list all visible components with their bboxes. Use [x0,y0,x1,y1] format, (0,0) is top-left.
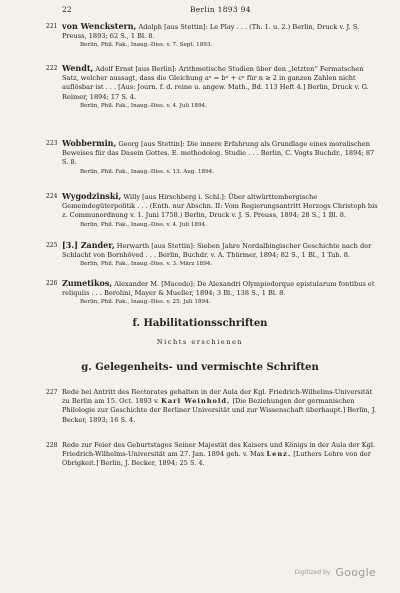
entry-text: Adolph [aus Stettin]: Le Play . . . (Th. 1. u. 2.) Berlin, Druck v. J. S. Preuss, 1893; 62 S., 1 Bl. 8. [62,23,360,41]
author-name: Zumetikos, [62,278,113,288]
digitized-watermark [295,562,376,581]
entry-225 [46,240,380,268]
section-f-none: Nichts erschienen [156,338,244,346]
author-name: Wendt, [62,63,94,73]
author-name: Wygodzinski, [62,191,122,201]
entry-number: 221 [46,23,58,30]
entry-note: Berlin, Phil. Fak., Inaug.-Diss. v. 4. Juli 1894. [80,102,207,109]
entry-text: Rede bei Antritt des Rectorates gehalten in der Aula der Kgl. Friedrich-Wilhelms-Universität zu Berlin am 15. Oct. 1893 v. [62,388,373,406]
entry-228 [46,441,380,469]
entry-223 [46,138,380,176]
entry-note: Berlin, Phil. Fak., Inaug.-Diss. v. 25. Juli 1894. [80,299,211,306]
entry-221 [46,21,380,49]
running-head: Berlin 1893 94 [190,5,251,14]
section-g-title: g. Gelegenheits- und vermischte Schriften [81,362,319,373]
entry-note: Berlin, Phil. Fak., Inaug.-Diss. v. 13. Aug. 1894. [80,168,214,175]
entry-text: Willy [aus Hirschberg i. Schl.]: Über altwürttembergische Gemeindegüterpolitik . . . (Enth. nur Abschn. II: Vom Regierungsantritt Herzogs Christoph bis z. Communordnung v. 1. Juni 1758.) Berlin, Druck v. J. S. Preuss, 1894; 28 S., 1 Bl. 8. [62,193,378,220]
entry-note: Berlin, Phil. Fak., Inaug.-Diss. v. 7. Sept. 1893. [80,42,213,49]
entry-222 [46,63,380,110]
entry-number: 225 [46,242,58,249]
entry-note: Berlin, Phil. Fak., Inaug.-Diss. v. 3. März 1894. [80,261,213,268]
watermark-prefix: Digitized by [294,569,331,576]
entry-number: 227 [46,389,58,396]
entry-number: 228 [46,442,58,449]
author-name: Wobbermin, [62,138,117,148]
entry-number: 226 [46,280,58,287]
entry-text: Herwarth [aus Stettin]: Sieben Jahre Nordalbingischer Geschichte nach der Schlacht von Bornhöved . . . Berlin, Buchdr. v. A. Thürmer, 1894; 82 S., 1 Bl., 1 Tab. 8. [62,242,372,260]
entry-text: Alexander M. [Macedo]: De Alexandri Olympiodorque epistularum fontibus et reliquiis . . . Berolini, Mayer & Mueller, 1894; 3 Bl., 138 S., 1 Bl. 8. [62,280,375,298]
entry-number: 223 [46,140,58,147]
entry-226 [46,278,380,306]
entry-number: 224 [46,193,58,200]
entry-text: [Die Beziehungen der germanischen Philologie zur Geschichte der Berliner Universität und zur Wissenschaft überhaupt.] Berlin, J. Becker, 1893; 16 S. 4. [62,397,377,424]
person-name: Lenz. [266,450,292,459]
entry-note: Berlin, Phil. Fak., Inaug.-Diss. v. 4. Juli 1894. [80,221,207,228]
person-name: Karl Weinhold. [161,397,231,406]
entry-text: Georg [aus Stettin]: Die innere Erfahrung als Grundlage eines moralischen Beweises für das Dasein Gottes. E. methodolog. Studie . . . Berlin, C. Vogts Buchdr., 1894; 87 S. 8. [62,140,375,167]
author-name: von Wenckstern, [62,21,137,31]
page-number: 22 [62,5,72,14]
entry-text: Rede zur Feier des Geburtstages Seiner Majestät des Kaisers und Königs in der Aula der Kgl. Friedrich-Wilhelms-Universität am 27. Jan. 1894 geh. v. Max [62,441,376,459]
author-name: [3.] Zander, [62,240,115,250]
entry-227 [46,388,380,425]
google-logo: Google [335,566,376,579]
entry-number: 222 [46,65,58,72]
entry-text: [Luthers Lehre von der Obrigkeit.] Berlin, J. Becker, 1894; 25 S. 4. [62,450,371,468]
entry-text: Adolf Ernst [aus Berlin]: Arithmetische Studien über den „letzten“ Fermatschen Satz, welcher aussagt, dass die Gleichung aⁿ = bⁿ + cⁿ für n ≥ 2 in ganzen Zahlen nicht auflösbar ist . . . [Aus: Journ. f. d. reine u. angew. Math., Bd. 113 Heft 4.] Berlin, Druck v. G. Reimer, 1894; 17 S. 4. [62,65,369,101]
section-f-title: f. Habilitationsschriften [132,318,268,329]
entry-224 [46,191,380,229]
